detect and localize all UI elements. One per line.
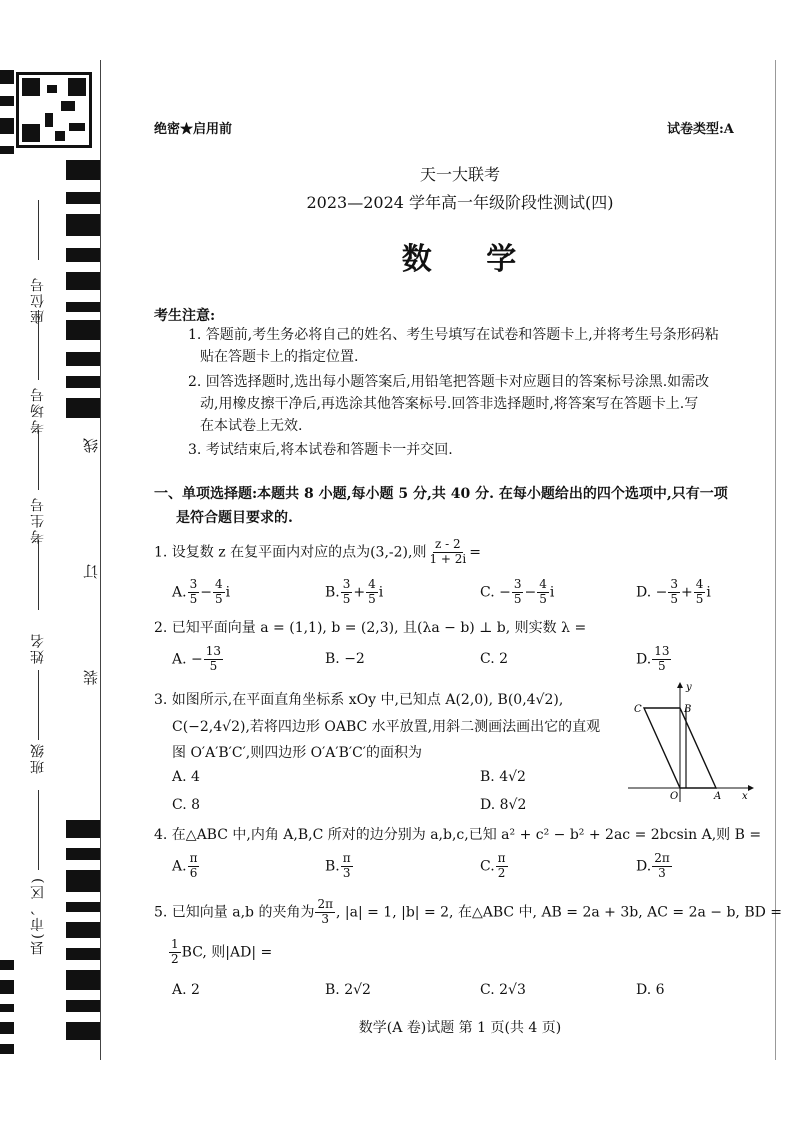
fig-c-label: C [634, 704, 642, 715]
page-title: 数 学 [401, 242, 539, 277]
notice-line: 3. 考试结束后,将本试卷和答题卡一并交回. [188, 442, 453, 458]
question-1: 1. 设复数 z 在复平面内对应的点为(3,-2),则 $\frac{z - 2}{1 + 2i}$ = [154, 537, 481, 566]
bind-pack-label: 装 [82, 670, 100, 685]
question-3: C(−2,4√2),若将四边形 OABC 水平放置,用斜二测画法画出它的直观 [172, 719, 601, 735]
section-heading: 是符合题目要求的. [176, 510, 293, 526]
q4-option-a[interactable]: A. $\frac{\pi}{6}$ [172, 851, 198, 880]
county-label: 县(市、区) [30, 876, 46, 955]
fig-a-label: A [714, 791, 722, 802]
q1-option-d[interactable]: D. − $\frac{3}{5}$ + $\frac{4}{5}$ i [636, 577, 711, 606]
question-2: 2. 已知平面向量 a = (1,1), b = (2,3), 且(λa − b) ⊥ b, 则实数 λ = [154, 620, 587, 636]
q2-option-c[interactable]: C. 2 [480, 651, 509, 667]
q3-option-a[interactable]: A. 4 [172, 769, 200, 785]
notice-line: 贴在答题卡上的指定位置. [200, 349, 359, 365]
q1-option-a[interactable]: A. $\frac{3}{5}$ − $\frac{4}{5}$ i [172, 577, 231, 606]
q3-option-c[interactable]: C. 8 [172, 797, 201, 813]
room-label: 考场号 [30, 386, 46, 434]
q5-option-c[interactable]: C. 2√3 [480, 982, 526, 998]
bind-staple-label: 订 [82, 564, 100, 579]
name-label: 姓名 [30, 632, 46, 664]
question-3: 3. 如图所示,在平面直角坐标系 xOy 中,已知点 A(2,0), B(0,4√2), [154, 692, 564, 708]
q4-option-d[interactable]: D. $\frac{2\pi}{3}$ [636, 851, 670, 880]
fig-x-label: x [742, 791, 748, 802]
notice-line: 在本试卷上无效. [200, 418, 303, 434]
class-label: 班级 [30, 742, 46, 774]
q1-option-c[interactable]: C. − $\frac{3}{5}$ − $\frac{4}{5}$ i [480, 577, 555, 606]
q2-option-b[interactable]: B. −2 [325, 651, 365, 667]
question-5: 5. 已知向量 a,b 的夹角为 $\frac{2\pi}{3}$ , |a| = 1, |b| = 2, 在△ABC 中, AB = 2a + 3b, AC = 2a − b, BD = [154, 897, 783, 926]
question-5: $\frac{1}{2}$ BC, 则|AD| = [171, 937, 273, 966]
q5-option-d[interactable]: D. 6 [636, 982, 665, 998]
page-footer: 数学(A 卷)试题 第 1 页(共 4 页) [358, 1020, 562, 1036]
q2-option-d[interactable]: D. $\frac{13}{5}$ [636, 644, 670, 673]
q3-figure [620, 678, 754, 804]
exam-name: 2023—2024 学年高一年级阶段性测试(四) [306, 193, 614, 212]
qr-code [16, 72, 92, 148]
q3-option-b[interactable]: B. 4√2 [480, 769, 526, 785]
paper-type: 试卷类型:A [667, 122, 734, 137]
bind-line-label: 线 [82, 438, 100, 453]
question-4: 4. 在△ABC 中,内角 A,B,C 所对的边分别为 a,b,c,已知 a² + c² − b² + 2ac = 2bcsin A,则 B = [154, 827, 762, 843]
exam-org: 天一大联考 [419, 165, 500, 184]
fig-b-label: B [684, 704, 692, 715]
section-heading: 一、单项选择题:本题共 8 小题,每小题 5 分,共 40 分. 在每小题给出的四个选项中,只有一项 [154, 486, 728, 502]
notice-title: 考生注意: [154, 308, 216, 324]
q3-option-d[interactable]: D. 8√2 [480, 797, 527, 813]
binding-edge [100, 60, 101, 1060]
q4-option-b[interactable]: B. $\frac{\pi}{3}$ [325, 851, 351, 880]
q2-option-a[interactable]: A. − $\frac{13}{5}$ [172, 644, 222, 673]
q4-option-c[interactable]: C. $\frac{\pi}{2}$ [480, 851, 506, 880]
fig-o-label: O [670, 791, 679, 802]
notice-line: 动,用橡皮擦干净后,再选涂其他答案标号.回答非选择题时,将答案写在答题卡上.写 [200, 396, 699, 412]
examno-label: 考生号 [30, 496, 46, 544]
confidential-mark: 绝密★启用前 [154, 122, 233, 137]
question-3: 图 O′A′B′C′,则四边形 O′A′B′C′的面积为 [172, 745, 422, 761]
seat-label: 座位号 [30, 276, 46, 324]
q1-option-b[interactable]: B. $\frac{3}{5}$ + $\frac{4}{5}$ i [325, 577, 384, 606]
q5-option-a[interactable]: A. 2 [172, 982, 200, 998]
notice-line: 1. 答题前,考生务必将自己的姓名、考生号填写在试卷和答题卡上,并将考生号条形码粘 [188, 327, 719, 343]
fig-y-label: y [686, 682, 692, 693]
binding-strip [0, 0, 100, 1122]
q5-option-b[interactable]: B. 2√2 [325, 982, 371, 998]
notice-line: 2. 回答选择题时,选出每小题答案后,用铅笔把答题卡对应题目的答案标号涂黑.如需改 [188, 374, 710, 390]
